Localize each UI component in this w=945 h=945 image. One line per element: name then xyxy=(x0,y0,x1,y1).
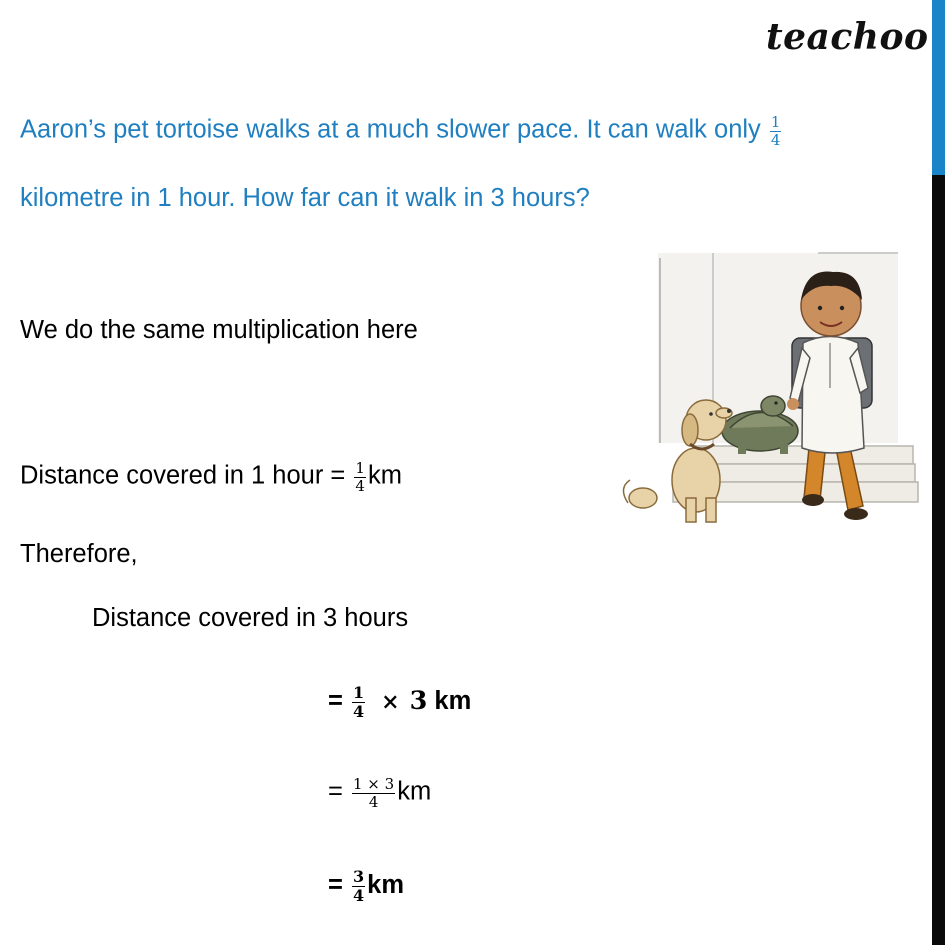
step-2-denominator: 4 xyxy=(368,792,379,811)
given-fraction xyxy=(354,460,366,494)
question-fraction xyxy=(770,114,782,148)
sidebar-accent xyxy=(932,0,945,175)
question-line-2: kilometre in 1 hour. How far can it walk in 3 hours? xyxy=(20,184,590,212)
given-numerator: 1 xyxy=(355,459,365,477)
step-1-fraction xyxy=(352,684,365,720)
given-label: Distance covered in 1 hour = xyxy=(20,461,346,490)
step-3-numerator: 3 xyxy=(353,867,365,886)
step-2 xyxy=(328,776,431,810)
find-label: Distance covered in 3 hours xyxy=(92,604,409,632)
step-1 xyxy=(328,684,471,720)
therefore-text: Therefore, xyxy=(20,540,138,568)
step-2-unit: km xyxy=(397,777,432,806)
step-1-times: × xyxy=(381,688,400,715)
step-1-value: 3 xyxy=(409,685,428,716)
right-sidebar-bar xyxy=(932,0,945,945)
step-3-denominator: 4 xyxy=(353,885,365,905)
step-1-unit: km xyxy=(434,686,472,715)
step-3-unit: km xyxy=(367,870,404,899)
given-denominator: 4 xyxy=(355,476,365,495)
question-fraction-denominator: 4 xyxy=(770,130,781,149)
step-1-equals: = xyxy=(328,686,343,715)
step-2-numerator: 1 × 3 xyxy=(353,775,395,793)
question-line-1 xyxy=(20,114,783,148)
question-fraction-numerator: 1 xyxy=(770,113,781,131)
given-unit: km xyxy=(367,461,402,490)
step-2-equals: = xyxy=(328,777,343,806)
given-distance-line xyxy=(20,460,402,494)
step-1-numerator: 1 xyxy=(353,683,365,702)
teachoo-logo: teachoo xyxy=(766,16,929,58)
solution-intro: We do the same multiplication here xyxy=(20,316,418,344)
step-3 xyxy=(328,868,404,904)
question-text-part1: Aaron’s pet tortoise walks at a much slower pace. It can walk only xyxy=(20,115,761,144)
step-2-fraction xyxy=(352,776,395,810)
step-1-denominator: 4 xyxy=(353,701,365,721)
boy-dog-tortoise-illustration xyxy=(598,248,920,533)
step-3-equals: = xyxy=(328,870,343,899)
step-3-fraction xyxy=(352,868,365,904)
